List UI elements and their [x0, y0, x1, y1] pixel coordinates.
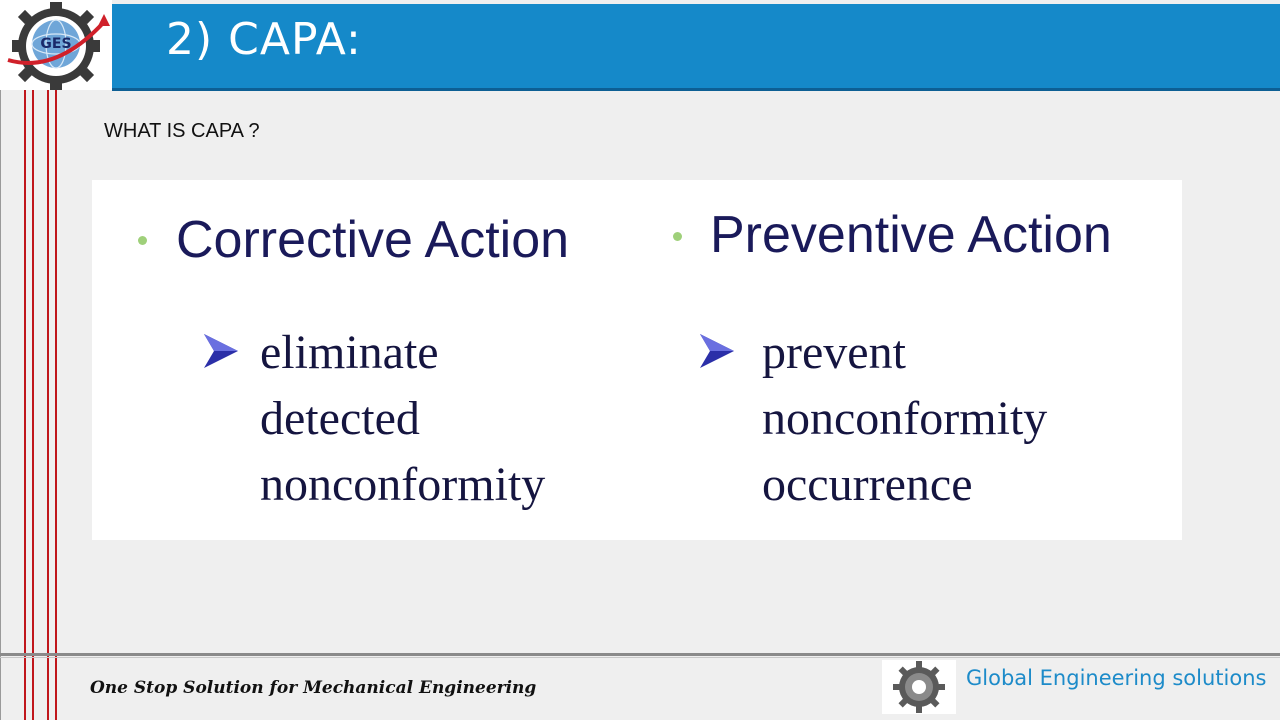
description-line: detected	[260, 392, 420, 445]
bullet-dot-icon	[673, 232, 682, 241]
footer-tagline: One Stop Solution for Mechanical Engineering	[90, 678, 537, 698]
arrow-bullet-icon	[202, 332, 240, 370]
logo-text: GES	[40, 36, 72, 52]
corrective-description	[260, 320, 620, 518]
decorative-line	[32, 90, 34, 720]
description-line: nonconformity	[762, 392, 1048, 445]
bullet-dot-icon	[138, 236, 147, 245]
footer-gear-logo	[882, 660, 956, 714]
section-question: WHAT IS CAPA ?	[104, 120, 260, 142]
description-line: nonconformity	[260, 458, 546, 511]
gear-icon	[882, 660, 956, 714]
description-line: prevent	[762, 326, 906, 379]
column-heading-corrective: Corrective Action	[176, 211, 570, 269]
decorative-line	[55, 90, 57, 720]
footer-divider	[0, 653, 1280, 656]
content-panel	[92, 180, 1182, 540]
description-line: eliminate	[260, 326, 439, 379]
arrow-bullet-icon	[698, 332, 736, 370]
description-line: occurrence	[762, 458, 973, 511]
decorative-line	[24, 90, 26, 720]
footer-brand: Global Engineering solutions	[966, 666, 1267, 690]
gear-globe-logo-icon	[0, 0, 112, 90]
slide-title: 2) CAPA:	[166, 14, 362, 65]
ges-logo	[0, 0, 112, 90]
left-edge-border	[0, 0, 1, 720]
column-heading-preventive: Preventive Action	[710, 206, 1112, 264]
decorative-line	[47, 90, 49, 720]
preventive-description	[762, 320, 1122, 518]
footer-divider	[0, 657, 1280, 658]
